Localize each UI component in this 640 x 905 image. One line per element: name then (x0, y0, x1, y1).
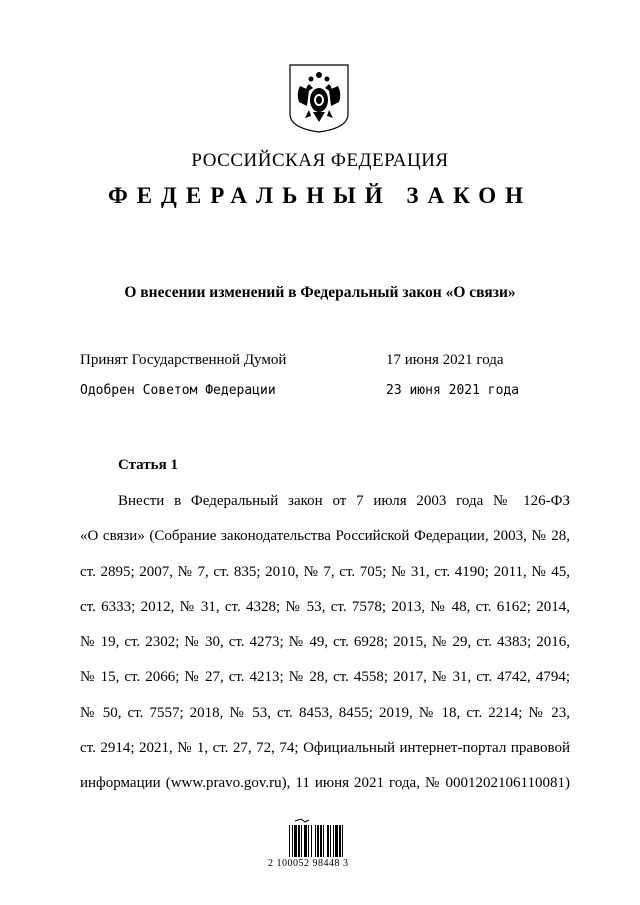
barcode-number: 2 100052 98448 3 (268, 858, 349, 869)
coat-of-arms-icon (287, 62, 351, 134)
approval-label-council: Одобрен Советом Федерации (80, 383, 276, 398)
barcode-icon (287, 817, 351, 859)
article-line: ст. 2895; 2007, № 7, ст. 835; 2010, № 7, ст. 705; № 31, ст. 4190; 2011, № 45, (80, 563, 570, 580)
country-name: РОССИЙСКАЯ ФЕДЕРАЦИЯ (191, 150, 449, 171)
article-line: № 15, ст. 2066; № 27, ст. 4213; № 28, ст. 4558; 2017, № 31, ст. 4742, 4794; (80, 669, 570, 686)
document-type: ФЕДЕРАЛЬНЫЙ ЗАКОН (107, 183, 533, 208)
article-heading: Статья 1 (118, 457, 178, 473)
approval-label-duma: Принят Государственной Думой (80, 352, 287, 368)
article-line: ст. 6333; 2012, № 31, ст. 4328; № 53, ст. 7578; 2013, № 48, ст. 6162; 2014, (80, 598, 570, 615)
approval-date-council: 23 июня 2021 года (386, 383, 520, 398)
article-line: ст. 2914; 2021, № 1, ст. 27, 72, 74; Официальный интернет-портал правовой (80, 740, 570, 757)
law-title: О внесении изменений в Федеральный закон «О связи» (124, 284, 516, 301)
article-text (80, 484, 570, 802)
article-line: «О связи» (Собрание законодательства Российской Федерации, 2003, № 28, (80, 528, 570, 545)
article-line: № 19, ст. 2302; № 30, ст. 4273; № 49, ст. 6928; 2015, № 29, ст. 4383; 2016, (80, 634, 570, 651)
article-line: № 50, ст. 7557; 2018, № 53, ст. 8453, 8455; 2019, № 18, ст. 2214; № 23, (80, 704, 570, 721)
article-line: информации (www.pravo.gov.ru), 11 июня 2021 года, № 0001202106110081) (80, 775, 570, 792)
approval-date-duma: 17 июня 2021 года (386, 352, 504, 368)
article-line: Внести в Федеральный закон от 7 июля 2003 года № 126-ФЗ (118, 493, 570, 509)
